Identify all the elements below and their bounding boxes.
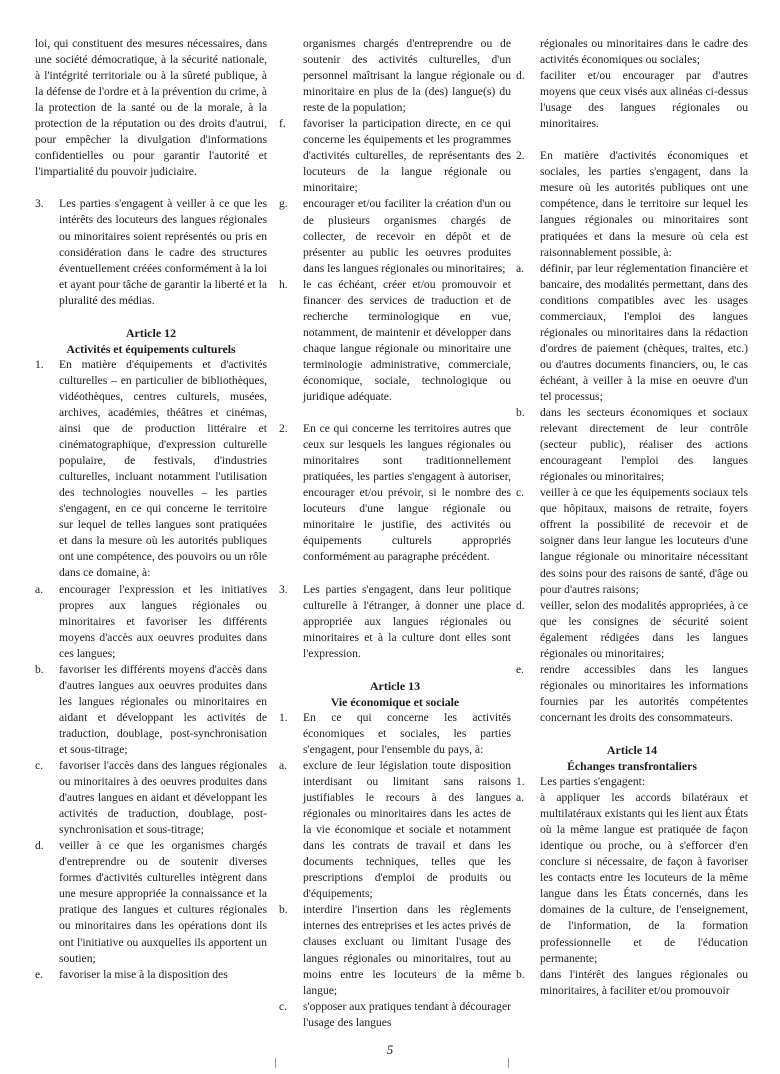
item-letter: e. xyxy=(35,967,44,981)
item-letter: c. xyxy=(35,759,44,773)
paragraph-2: 2. En ce qui concerne les territoires autres que ceux sur lesquels les langues régionales ou minoritaires sont traditionnellement pratiquées, les parties s'engagent à autoriser, encourager et/ou prévoir, si le nombre des locuteurs d'une langue régionale ou minoritaire le justifie, des activités ou équipements culturels appropriés conformément au paragraphe précédent. xyxy=(279,422,511,564)
item-letter: b. xyxy=(516,406,525,420)
paragraph-1: 1. Les parties s'engagent: xyxy=(516,774,748,790)
column-middle xyxy=(279,36,511,1031)
item-b: b. dans les secteurs économiques et sociaux relevant directement de leur contrôle (secteur public), réaliser des actions encourageant l'emploi des langues régionales ou minoritaires; xyxy=(516,406,748,484)
paragraph-2: 2. En matière d'activités économiques et sociales, les parties s'engagent, dans la mesure où les autorités publiques ont une compétence, dans le territoire sur lequel les langues régionales ou minoritaires sont pratiquées et dans la mesure où cela est raisonnablement possible, à: xyxy=(516,149,748,259)
item-letter: f. xyxy=(279,117,286,131)
item-letter: d. xyxy=(35,839,44,853)
paragraph-number: 1. xyxy=(516,775,525,789)
article-12-title: Article 12 xyxy=(125,325,177,340)
item-letter: g. xyxy=(279,197,288,211)
paragraph-number: 3. xyxy=(35,197,44,211)
item-letter: b. xyxy=(35,662,44,676)
paragraph-1: 1. En matière d'équipements et d'activités culturelles – en particulier de bibliothèques, vidéothèques, centres culturels, musées, archives, académies, théâtres et cinémas, ainsi que de production littéraire et cinématographique, d'expression culturelle populaire, de festivals, d'industries culturelles, incluant notamment l'utilisation des technologies nouvelles – les parties s'engagent, en ce qui concerne le territoire sur lequel de telles langues sont pratiquées et dans la mesure où les autorités publiques ont une compétence, des pouvoirs ou un rôle dans ce domaine, à: xyxy=(35,357,267,580)
paragraph-continuation: régionales ou minoritaires dans le cadre des activités économiques ou sociales; xyxy=(540,37,748,67)
paragraph-3: 3. Les parties s'engagent à veiller à ce que les intérêts des locuteurs des langues régionales ou minoritaires soient représentés ou pris en considération dans le cadre des structures éventuellement créées conformément à la loi et ayant pour tâche de garantir la liberté et la pluralité des médias. xyxy=(35,197,267,307)
item-a: a. à appliquer les accords bilatéraux et multilatéraux existants qui les lient aux États où la même langue est pratiquée de façon identique ou proche, ou à s'efforcer d'en conclure si nécessaire, de façon à favoriser les contacts entre les locuteurs de la même langue dans les États concernés, dans les domaines de la culture, de l'enseignement, de l'information, de la formation professionnelle et de l'éducation permanente; xyxy=(516,791,748,965)
item-e: e. favoriser la mise à la disposition des xyxy=(35,967,267,983)
item-letter: b. xyxy=(279,903,288,917)
article-12-subtitle: Activités et équipements culturels xyxy=(66,341,236,356)
item-a: a. encourager l'expression et les initiatives propres aux langues régionales ou minoritaires et favoriser les différents moyens d'accès aux oeuvres produites dans ces langues; xyxy=(35,582,267,660)
paragraph-continuation: loi, qui constituent des mesures nécessaires, dans une société démocratique, à la sécurité nationale, à l'intégrité territoriale ou à la sûreté publique, à la défense de l'ordre et à la prévention du crime, à la protection de la santé ou de la morale, à la protection de la réputation ou des droits d'autrui, pour empêcher la divulgation d'informations confidentielles ou pour garantir l'autorité et l'impartialité du pouvoir judiciaire. xyxy=(35,37,267,179)
item-d-2: d. veiller, selon des modalités appropriées, à ce que les consignes de sécurité soient également rédigées dans les langues régionales ou minoritaires; xyxy=(516,598,748,660)
item-letter: d. xyxy=(516,69,525,83)
item-b: b. dans l'intérêt des langues régionales ou minoritaires, à faciliter et/ou promouvoir xyxy=(516,967,748,997)
item-letter: a. xyxy=(35,582,44,596)
item-c: c. s'opposer aux pratiques tendant à décourager l'usage des langues xyxy=(279,999,511,1029)
item-g: g. encourager et/ou faciliter la création d'un ou de plusieurs organismes chargés de collecter, de recevoir en dépôt et de présenter au public les oeuvres produites dans les langues régionales ou minoritaires; xyxy=(279,197,511,275)
article-13-subtitle: Vie économique et sociale xyxy=(330,694,460,709)
paragraph-number: 1. xyxy=(279,710,288,724)
paragraph-number: 1. xyxy=(35,357,44,371)
item-a: a. exclure de leur législation toute disposition interdisant ou limitant sans raisons justifiables le recours à des langues régionales ou minoritaires dans les actes de la vie économique et sociale et notamment dans les contrats de travail et dans les documents techniques, telles que les prescriptions d'emploi de produits ou d'équipements; xyxy=(279,758,511,901)
article-14-title: Article 14 xyxy=(606,742,658,757)
item-letter: h. xyxy=(279,277,288,291)
item-letter: c. xyxy=(279,999,288,1013)
bottom-tick-left xyxy=(275,1058,276,1068)
paragraph-number: 2. xyxy=(516,149,525,163)
paragraph-3: 3. Les parties s'engagent, dans leur politique culturelle à l'étranger, à donner une place appropriée aux langues régionales ou minoritaires et à la culture dont elles sont l'expression. xyxy=(279,582,511,660)
article-14-subtitle: Échanges transfrontaliers xyxy=(567,759,697,774)
column-left xyxy=(35,36,267,983)
item-letter: b. xyxy=(516,967,525,981)
paragraph-1: 1. En ce qui concerne les activités économiques et sociales, les parties s'engagent, pour l'ensemble du pays, à: xyxy=(279,710,511,756)
paragraph-number: 2. xyxy=(279,422,288,436)
item-letter: a. xyxy=(279,758,288,772)
bottom-tick-right xyxy=(508,1058,509,1068)
item-c: c. favoriser l'accès dans des langues régionales ou minoritaires à des oeuvres produites dans d'autres langues en aidant et développant les activités de traduction, doublage, post-synchronisation et sous-titrage; xyxy=(35,759,267,837)
item-letter: c. xyxy=(516,486,525,500)
paragraph-continuation: organismes chargés d'entreprendre ou de soutenir des activités culturelles, d'un personnel maîtrisant la langue régionale ou minoritaire en plus de la (des) langue(s) du reste de la population; xyxy=(303,37,511,115)
item-f: f. favoriser la participation directe, en ce qui concerne les équipements et les programmes d'activités culturelles, de représentants des locuteurs de la langue régionale ou minoritaire; xyxy=(279,117,511,195)
item-letter: a. xyxy=(516,261,525,275)
paragraph-number: 3. xyxy=(279,582,288,596)
item-letter: d. xyxy=(516,598,525,612)
item-e: e. rendre accessibles dans les langues régionales ou minoritaires les informations fournies par les autorités compétentes concernant les droits des consommateurs. xyxy=(516,662,748,724)
item-b: b. favoriser les différents moyens d'accès dans d'autres langues aux oeuvres produites dans les langues régionales ou minoritaires en aidant et développant les activités de traduction, doublage, post-synchronisation et sous-titrage; xyxy=(35,662,267,756)
item-c: c. veiller à ce que les équipements sociaux tels que hôpitaux, maisons de retraite, foyers offrent la possibilité de recevoir et de soigner dans leur langue les locuteurs d'une langue régionale ou minoritaire nécessitant des soins pour des raisons de santé, d'âge ou pour d'autres raisons; xyxy=(516,486,748,596)
item-d: d. veiller à ce que les organismes chargés d'entreprendre ou de soutenir diverses formes d'activités culturelles intègrent dans une mesure appropriée la connaissance et la pratique des langues et cultures régionales ou minoritaires dans les opérations dont ils ont l'initiative ou auxquelles ils apportent un soutien; xyxy=(35,839,267,965)
item-letter: e. xyxy=(516,662,525,676)
item-h: h. le cas échéant, créer et/ou promouvoir et financer des services de traduction et de recherche terminologique en vue, notamment, de maintenir et développer dans chaque langue régionale ou minoritaire une terminologie administrative, commerciale, économique, sociale, technologique ou juridique adéquate. xyxy=(279,277,511,404)
article-13-title: Article 13 xyxy=(369,678,421,693)
item-b: b. interdire l'insertion dans les règlements internes des entreprises et les actes privés de clauses excluant ou limitant l'usage des langues régionales ou minoritaires, tout au moins entre les locuteurs de la même langue; xyxy=(279,903,511,997)
column-right xyxy=(516,36,748,999)
item-a: a. définir, par leur réglementation financière et bancaire, des modalités permettant, dans des conditions compatibles avec les usages commerciaux, l'emploi des langues régionales ou minoritaires dans la rédaction d'ordres de paiement (chèques, traites, etc.) ou d'autres documents financiers, ou, le cas échéant, à veiller à la mise en oeuvre d'un tel processus; xyxy=(516,261,748,403)
page-number: 5 xyxy=(386,1042,394,1057)
item-d: d. faciliter et/ou encourager par d'autres moyens que ceux visés aux alinéas ci-dessus l'usage des langues régionales ou minoritaires. xyxy=(516,69,748,131)
item-letter: a. xyxy=(516,791,525,805)
